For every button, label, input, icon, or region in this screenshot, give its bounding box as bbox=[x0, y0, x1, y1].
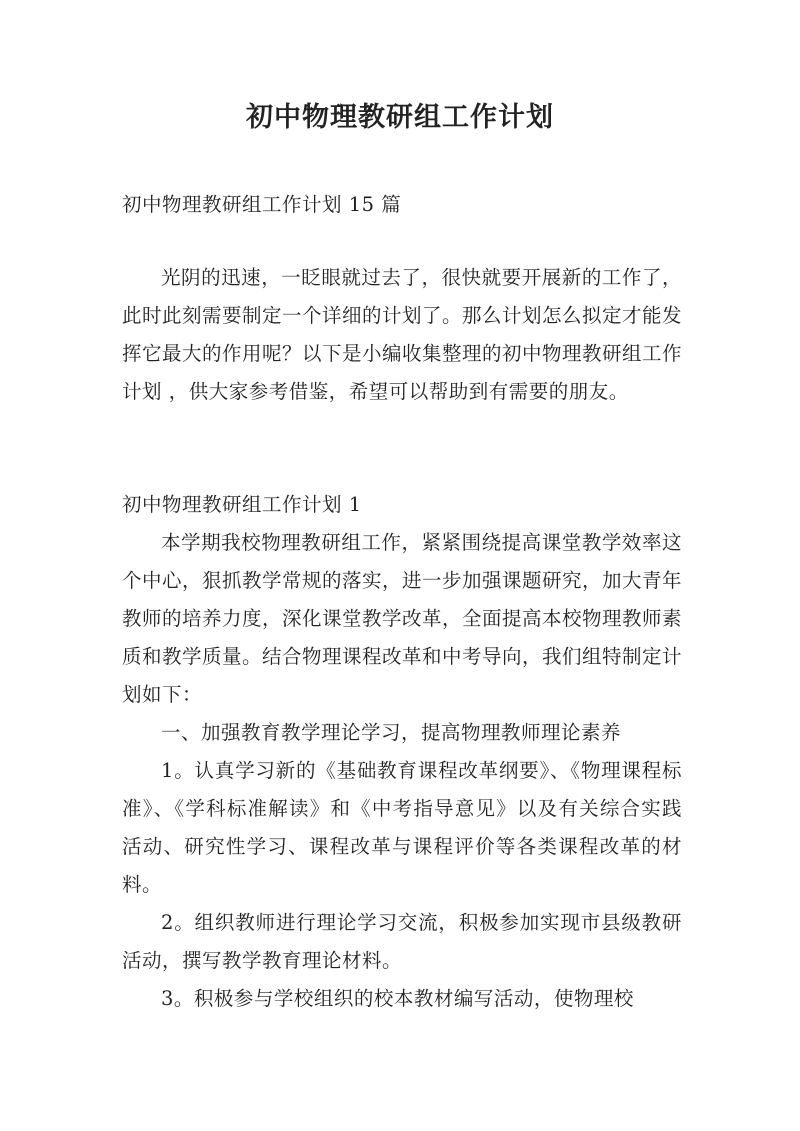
document-subtitle: 初中物理教研组工作计划 15 篇 bbox=[122, 193, 402, 216]
section-body bbox=[122, 524, 682, 1018]
section-heading: 初中物理教研组工作计划 1 bbox=[122, 493, 362, 516]
intro-paragraph: 光阴的迅速，一眨眼就过去了，很快就要开展新的工作了，此时此刻需要制定一个详细的计划了。那么计划怎么拟定才能发挥它最大的作用呢？以下是小编收集整理的初中物理教研组工作计划 ，供大家参考借鉴，希望可以帮助到有需要的朋友。 bbox=[122, 266, 683, 403]
body-heading-1: 一、加强教育教学理论学习，提高物理教师理论素养 bbox=[161, 721, 622, 744]
document-title: 初中物理教研组工作计划 bbox=[246, 102, 554, 133]
body-paragraph: 2。组织教师进行理论学习交流，积极参加实现市县级教研活动，撰写教学教育理论材料。 bbox=[122, 911, 682, 972]
body-paragraph: 本学期我校物理教研组工作，紧紧围绕提高课堂教学效率这个中心，狠抓教学常规的落实，进一步加强课题研究，加大青年教师的培养力度，深化课堂教学改革，全面提高本校物理教师素质和教学质量。结合物理课程改革和中考导向，我们组特制定计划如下： bbox=[122, 531, 683, 706]
body-paragraph: 3。积极参与学校组织的校本教材编写活动，使物理校 bbox=[161, 987, 634, 1010]
body-paragraph: 1。认真学习新的《基础教育课程改革纲要》、《物理课程标准》、《学科标准解读》和《中考指导意见》以及有关综合实践活动、研究性学习、课程改革与课程评价等各类课程改革的材料。 bbox=[122, 759, 682, 896]
